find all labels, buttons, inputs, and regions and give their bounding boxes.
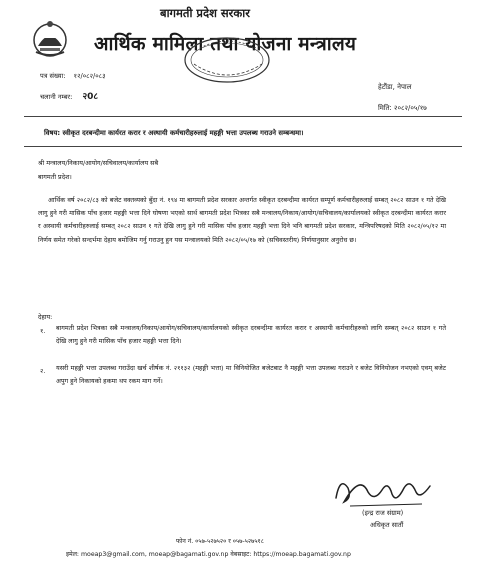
subject-line: विषय: स्वीकृत दरबन्दीमा कार्यरत करार र अस्थायी कर्मचारीहरुलाई महङ्गी भत्ता उपलब्ध गराउने सम्बन्धमा। (44, 129, 304, 137)
handwritten-signature (330, 468, 440, 510)
list-item-number: १. (40, 327, 46, 335)
signatory-name: (इन्द्र राज संग्राम) (362, 509, 404, 517)
letterhead-government: बागमती प्रदेश सरकार (160, 6, 250, 20)
dispatch-number-label: चलानी नम्बर: (40, 93, 73, 101)
footer-email: moeap3@gmail.com, moeap@bagamati.gov.np (81, 551, 229, 558)
recipient-line-2: बागमती प्रदेश। (38, 173, 72, 181)
letter-date: मिति: २०८२/०५/१७ (378, 104, 427, 112)
list-item: बागमती प्रदेश भित्रका सबै मन्त्रालय/निकाय/आयोग/सचिवालय/कार्यालयको स्वीकृत दरबन्दीमा कार्यरत करार र अस्थायी कर्मचारीहरुको लागि सम्बत् २०८२ साउन १ गते देखि लागु हुने गरी मासिक पाँच हजार महङ्गी भत्ता दिने। (56, 324, 446, 346)
divider (24, 146, 462, 147)
footer-website-label: वेबसाइट: (230, 551, 252, 558)
footer-contacts (66, 549, 351, 558)
letter-number-label: पत्र संख्या: (40, 72, 66, 80)
footer-email-label: इमेल: (66, 551, 80, 558)
footer-phone: फोन नं. ०५७-५२७५२० र ०५७-५२७५१८ (176, 538, 264, 545)
recipient-line-1: श्री मन्त्रालय/निकाय/आयोग/सचिवालय/कार्यालय सबै (38, 159, 159, 167)
footer-website: https://moeap.bagamati.gov.np (253, 551, 351, 558)
letter-number-value: १२/०८२/०८३ (73, 72, 106, 80)
letter-number-row (40, 71, 106, 80)
list-item-number: २. (40, 367, 46, 375)
list-heading: देहाय: (38, 313, 53, 321)
place: हेटौंडा, नेपाल (378, 83, 412, 91)
dispatch-number-row (40, 89, 98, 102)
dispatch-number-value: २0८ (82, 92, 99, 102)
body-paragraph: आर्थिक वर्ष २०८२/८३ को बजेट वक्तव्यको बुँदा नं. १९४ मा बागमती प्रदेश सरकार अन्तर्गत स्वीकृत दरबन्दीमा कार्यरत सम्पूर्ण कर्मचारीहरुलाई सम्बत् २०८२ साउन १ गते देखि लागु हुने गरी मासिक पाँच हजार महङ्गी भत्ता दिने घोषणा भएको सार्थ बागमती प्रदेश भित्रका सबै मन्त्रालय/निकाय/आयोग/सचिवालय/कार्यालयको स्वीकृत दरबन्दीमा कार्यरत करार र अस्थायी कर्मचारीहरुलाई सम्बत् २०८२ साउन १ गते देखि लागु हुने गरी मासिक पाँच हजार महङ्गी भत्ता दिने भनि बागमती प्रदेश सरकार, मन्त्रिपरिषदको मिति २०८२/०५/१२ मा निर्णय समेत गरेको सन्दर्भमा देहाय बमोजिम गर्नु गराउनु हुन यस मन्त्रालयको मिति २०८२/०५/१७ को (सचिवस्तरीय) निर्णयानुसार अनुरोध छ। (38, 196, 446, 244)
nepal-emblem-icon (30, 18, 70, 58)
divider (24, 116, 462, 117)
letterhead-ministry: आर्थिक मामिला तथा योजना मन्त्रालय (94, 33, 357, 55)
office-stamp (172, 28, 282, 88)
signatory-designation: अधिकृत सातौं (370, 521, 404, 529)
list-item: यसरी महङ्गी भत्ता उपलब्ध गराउँदा खर्च शीर्षक नं. २११३२ (महङ्गी भत्ता) मा विनियोजित बजेटबाट नै महङ्गी भत्ता उपलब्ध गराउने र बजेट विनियोजन नभएको एवम् बजेट अपुग हुने निकायको हकमा थप रकम माग गर्ने। (56, 364, 446, 386)
